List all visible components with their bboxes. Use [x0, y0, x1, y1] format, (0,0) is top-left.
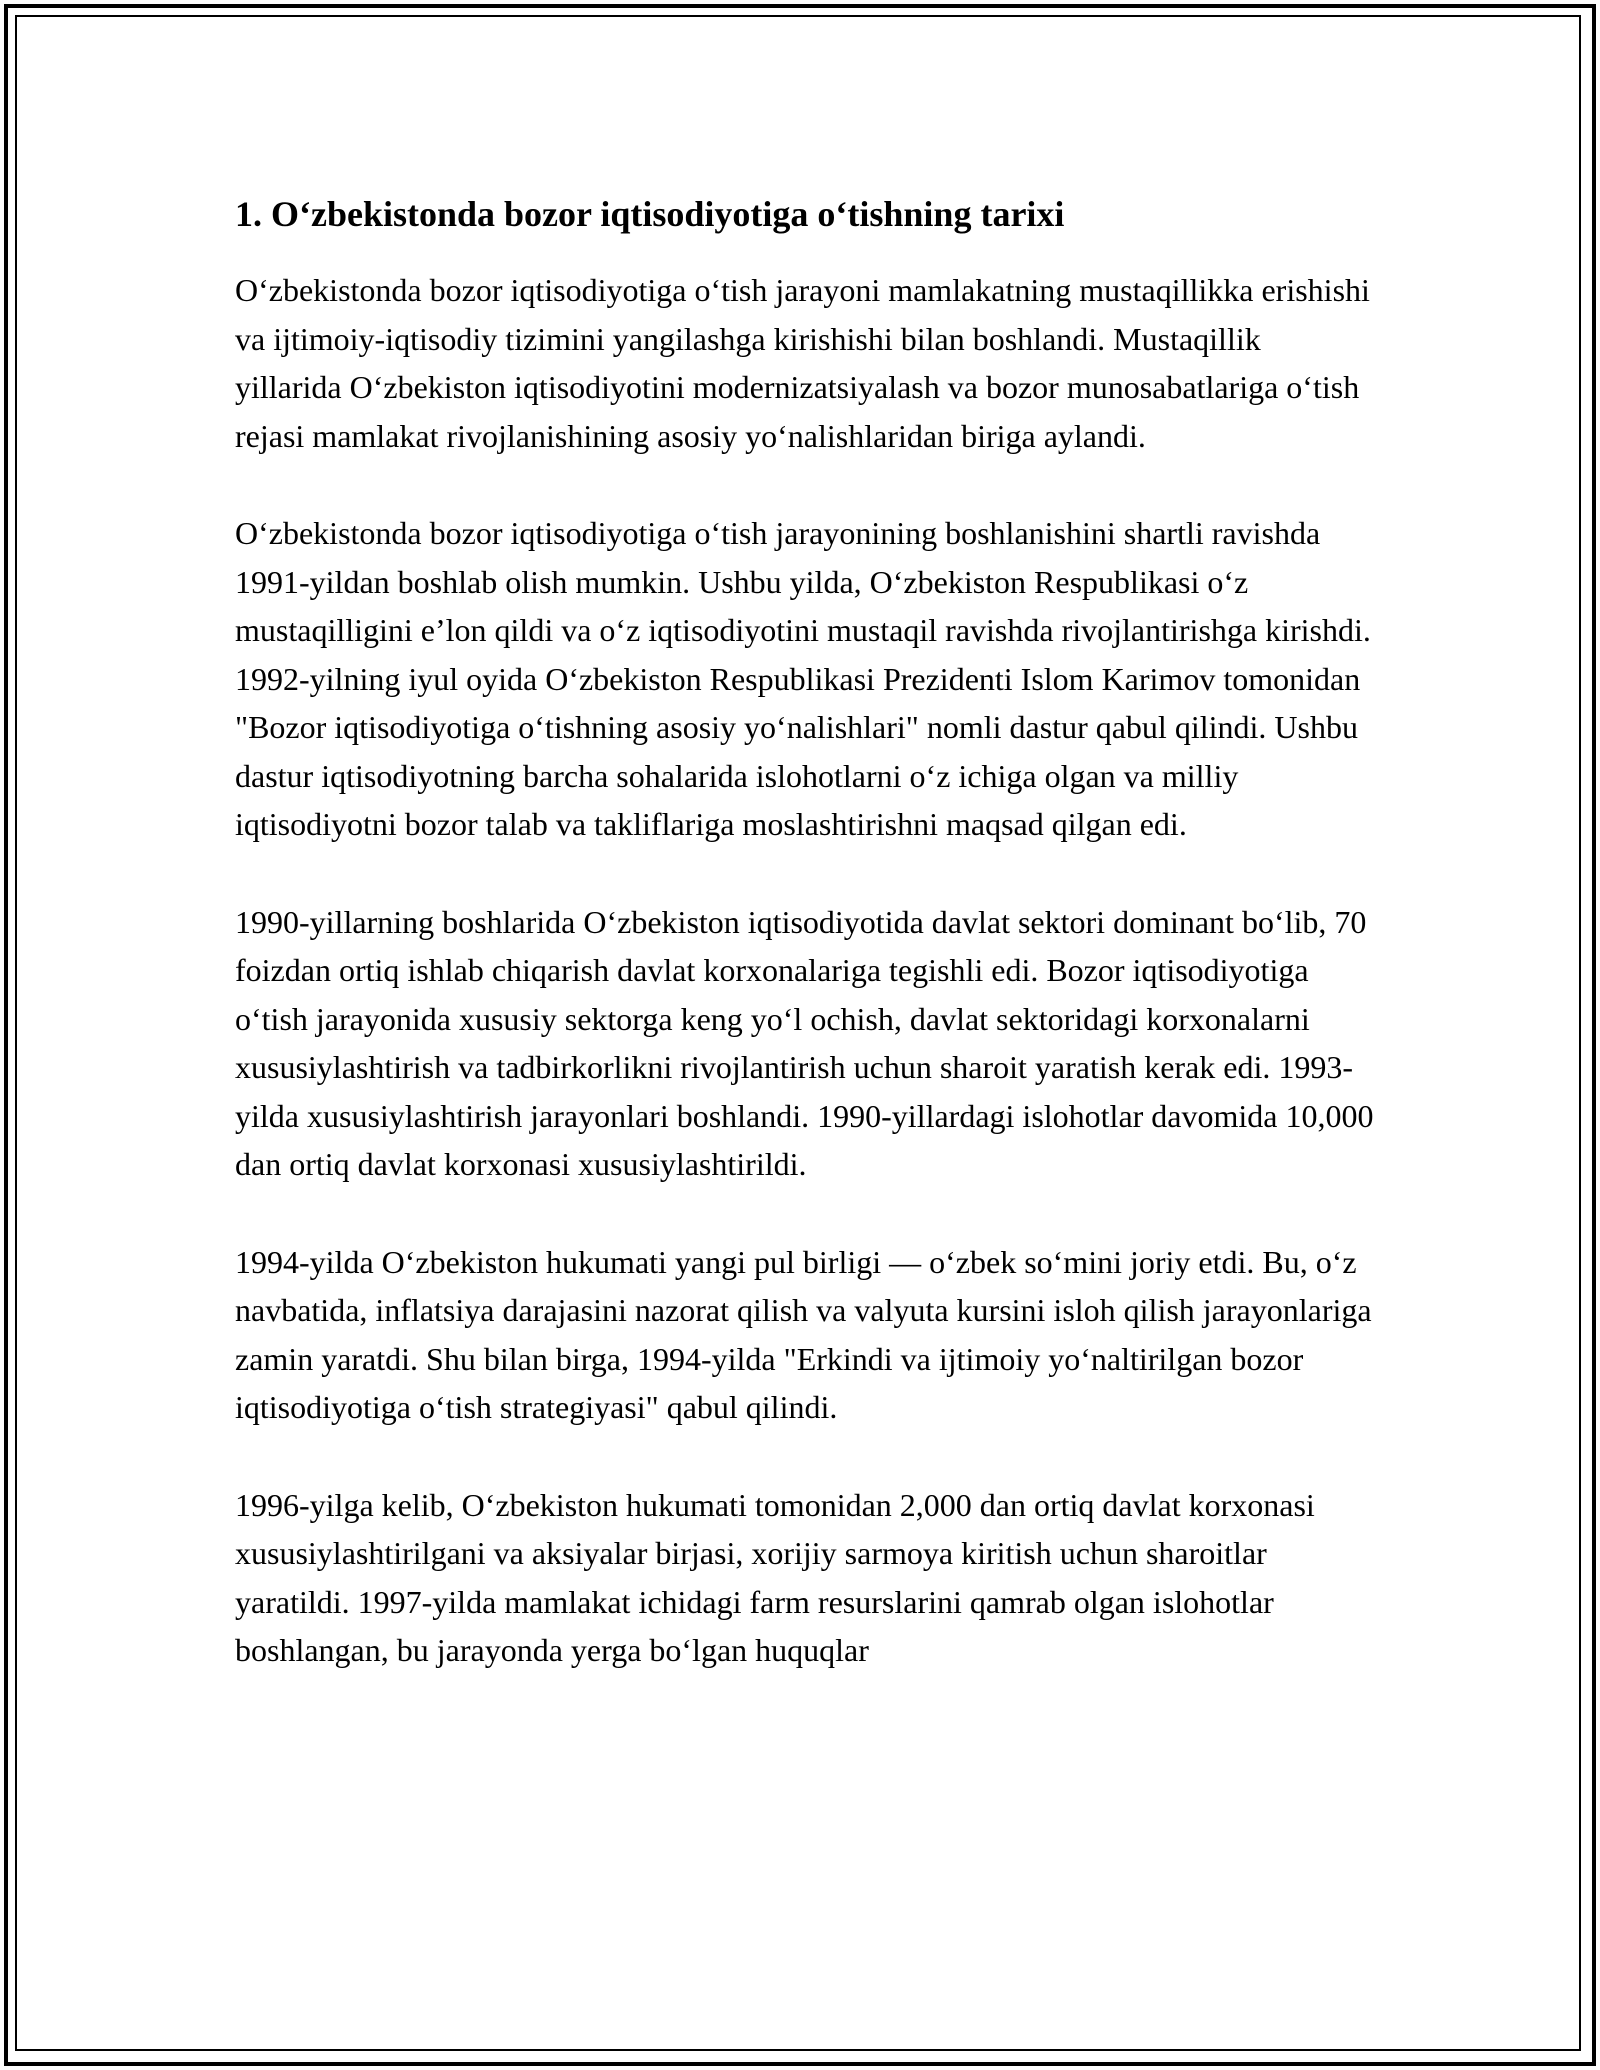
paragraph-1: O‘zbekistonda bozor iqtisodiyotiga o‘tish jarayoni mamlakatning mustaqillikka erishishi va ijtimoiy-iqtisodiy tizimini yangilashga kirishishi bilan boshlandi. Mustaqillik yillarida O‘zbekiston iqtisodiyotini modernizatsiyalash va bozor munosabatlariga o‘tish rejasi mamlakat rivojlanishining asosiy yo‘nalishlaridan biriga aylandi. [235, 272, 1370, 454]
document-body [235, 186, 1375, 1724]
paragraph-2: O‘zbekistonda bozor iqtisodiyotiga o‘tish jarayonining boshlanishini shartli ravishda 1991-yildan boshlab olish mumkin. Ushbu yilda, O‘zbekiston Respublikasi o‘z mustaqilligini e’lon qildi va o‘z iqtisodiyotini mustaqil ravishda rivojlantirishga kirishdi. 1992-yilning iyul oyida O‘zbekiston Respublikasi Prezidenti Islom Karimov tomonidan "Bozor iqtisodiyotiga o‘tishning asosiy yo‘nalishlari" nomli dastur qabul qilindi. Ushbu dastur iqtisodiyotning barcha sohalarida islohotlarni o‘z ichiga olgan va milliy iqtisodiyotni bozor talab va takliflariga moslashtirishni maqsad qilgan edi. [235, 515, 1371, 842]
paragraph-3: 1990-yillarning boshlarida O‘zbekiston iqtisodiyotida davlat sektori dominant bo‘lib, 70 foizdan ortiq ishlab chiqarish davlat korxonalariga tegishli edi. Bozor iqtisodiyotiga o‘tish jarayonida xususiy sektorga keng yo‘l ochish, davlat sektoridagi korxonalarni xususiylashtirish va tadbirkorlikni rivojlantirish uchun sharoit yaratish kerak edi. 1993-yilda xususiylashtirish jarayonlari boshlandi. 1990-yillardagi islohotlar davomida 10,000 dan ortiq davlat korxonasi xususiylashtirildi. [235, 903, 1374, 1182]
section-heading: 1. O‘zbekistonda bozor iqtisodiyotiga o‘tishning tarixi [235, 194, 1065, 234]
paragraph-4: 1994-yilda O‘zbekiston hukumati yangi pul birligi — o‘zbek so‘mini joriy etdi. Bu, o‘z navbatida, inflatsiya darajasini nazorat qilish va valyuta kursini isloh qilish jarayonlariga zamin yaratdi. Shu bilan birga, 1994-yilda "Erkindi va ijtimoiy yo‘naltirilgan bozor iqtisodiyotiga o‘tish strategiyasi" qabul qilindi. [235, 1243, 1372, 1425]
paragraph-5: 1996-yilga kelib, O‘zbekiston hukumati tomonidan 2,000 dan ortiq davlat korxonasi xususiylashtirilgani va aksiyalar birjasi, xorijiy sarmoya kiritish uchun sharoitlar yaratildi. 1997-yilda mamlakat ichidagi farm resurslarini qamrab olgan islohotlar boshlangan, bu jarayonda yerga bo‘lgan huquqlar [235, 1486, 1315, 1668]
